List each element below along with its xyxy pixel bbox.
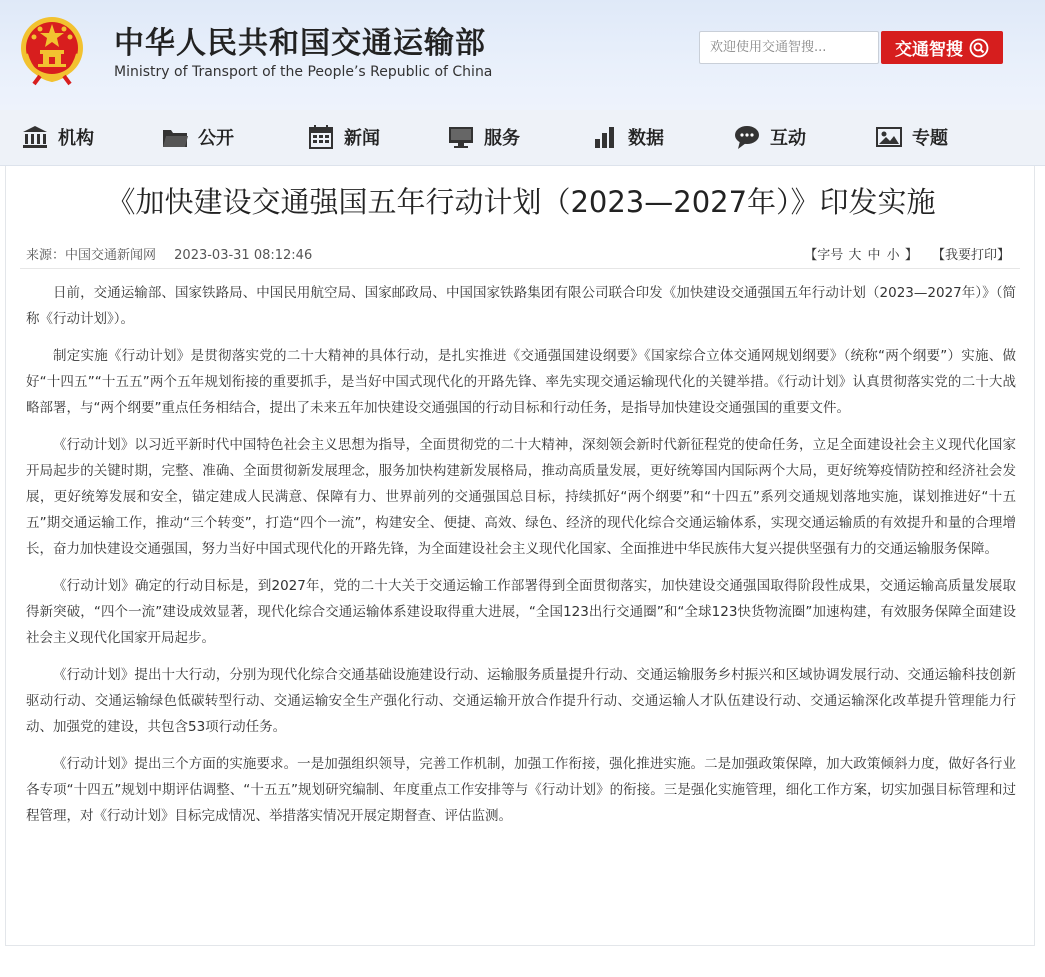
- article-paragraph: 《行动计划》确定的行动目标是，到2027年，党的二十大关于交通运输工作部署得到全面贯彻落实，加快建设交通强国取得阶段性成果，交通运输高质量发展取得新突破，“四个一流”建设成效显著，现代化综合交通运输体系建设取得重大进展，“全国123出行交通圈”和“全球123快货物流圈”加速构建，有效服务保障全面建设社会主义现代化国家开局起步。: [26, 578, 1016, 646]
- site-title-en: Ministry of Transport of the People’s Republic of China: [114, 64, 493, 80]
- article-paragraph: 日前，交通运输部、国家铁路局、中国民用航空局、国家邮政局、中国国家铁路集团有限公司联合印发《加快建设交通强国五年行动计划（2023—2027年）》（简称《行动计划》）。: [26, 285, 1016, 327]
- font-size-large-link[interactable]: 大: [848, 248, 862, 263]
- nav-item-shuju[interactable]: [592, 122, 664, 152]
- site-header: [0, 0, 1045, 110]
- building-icon: [22, 124, 48, 150]
- search-icon: [969, 38, 989, 58]
- article-body: [26, 280, 1016, 840]
- nav-item-label: 数据: [628, 128, 664, 149]
- nav-item-xinwen[interactable]: [308, 122, 380, 152]
- font-size-prefix: 【字号: [804, 248, 844, 263]
- nav-item-label: 专题: [912, 128, 948, 149]
- article-tools: [804, 244, 1010, 263]
- bar-chart-icon: [592, 124, 618, 150]
- font-size-small-link[interactable]: 小: [886, 248, 900, 263]
- chat-icon: [734, 124, 760, 150]
- article-title: 《加快建设交通强国五年行动计划（2023—2027年）》印发实施: [106, 185, 936, 219]
- article-paragraph: 《行动计划》以习近平新时代中国特色社会主义思想为指导，全面贯彻党的二十大精神，深刻领会新时代新征程党的使命任务，立足全面建设社会主义现代化国家开局起步的关键时期，完整、准确、全面贯彻新发展理念，服务加快构建新发展格局，推动高质量发展，更好统筹国内国际两个大局，更好统筹疫情防控和经济社会发展，更好统筹发展和安全，锚定建成人民满意、保障有力、世界前列的交通强国总目标，持续抓好“两个纲要”和“十四五”系列交通规划落地实施，谋划推进好“十五五”期交通运输工作，推动“三个转变”，打造“四个一流”，构建安全、便捷、高效、绿色、经济的现代化综合交通运输体系，实现交通运输质的有效提升和量的合理增长，奋力加快建设交通强国，努力当好中国式现代化的开路先锋，为全面建设社会主义现代化国家、全面推进中华民族伟大复兴提供坚强有力的交通运输服务保障。: [26, 437, 1016, 557]
- article-paragraph: 《行动计划》提出三个方面的实施要求。一是加强组织领导，完善工作机制，加强工作衔接，强化推进实施。二是加强政策保障，加大政策倾斜力度，做好各行业各专项“十四五”规划中期评估调整、“十五五”规划研究编制、年度重点工作安排等与《行动计划》的衔接。三是强化实施管理，细化工作方案，切实加强目标管理和过程管理，对《行动计划》目标完成情况、举措落实情况开展定期督查、评估监测。: [26, 756, 1016, 824]
- search-button[interactable]: [881, 31, 1003, 64]
- article-paragraph: 制定实施《行动计划》是贯彻落实党的二十大精神的具体行动，是扎实推进《交通强国建设纲要》《国家综合立体交通网规划纲要》（统称“两个纲要”）实施、做好“十四五”“十五五”两个五年规划衔接的重要抓手，是当好中国式现代化的开路先锋、率先实现交通运输现代化的关键举措。《行动计划》认真贯彻落实党的二十大战略部署，与“两个纲要”重点任务相结合，提出了未来五年加快建设交通强国的行动目标和行动任务，是指导加快建设交通强国的重要文件。: [26, 348, 1016, 416]
- nav-item-label: 公开: [198, 128, 234, 149]
- nav-item-label: 互动: [770, 128, 806, 149]
- divider: [20, 268, 1020, 269]
- national-emblem-icon[interactable]: [18, 14, 86, 86]
- nav-item-label: 新闻: [344, 128, 380, 149]
- search-button-label: 交通智搜: [895, 40, 963, 59]
- folder-icon: [162, 124, 188, 150]
- article-source: 来源：中国交通新闻网: [26, 248, 157, 263]
- print-link[interactable]: 【我要打印】: [931, 248, 1010, 263]
- nav-item-label: 服务: [484, 128, 520, 149]
- monitor-icon: [448, 124, 474, 150]
- font-size-suffix: 】: [904, 248, 918, 263]
- article-date: 2023-03-31 08:12:46: [174, 248, 313, 263]
- nav-item-label: 机构: [58, 128, 94, 149]
- article-paragraph: 《行动计划》提出十大行动，分别为现代化综合交通基础设施建设行动、运输服务质量提升行动、交通运输服务乡村振兴和区域协调发展行动、交通运输科技创新驱动行动、交通运输绿色低碳转型行动、交通运输安全生产强化行动、交通运输开放合作提升行动、交通运输人才队伍建设行动、交通运输深化改革提升管理能力行动、加强党的建设，共包含53项行动任务。: [26, 667, 1016, 735]
- calendar-icon: [308, 124, 334, 150]
- nav-item-gongkai[interactable]: [162, 122, 234, 152]
- nav-item-hudong[interactable]: [734, 122, 806, 152]
- main-nav: [0, 110, 1045, 166]
- image-icon: [876, 124, 902, 150]
- article-meta: [26, 244, 312, 263]
- article-container: [5, 166, 1035, 946]
- font-size-medium-link[interactable]: 中: [867, 248, 881, 263]
- nav-item-jigou[interactable]: [22, 122, 94, 152]
- search-input[interactable]: [699, 31, 879, 64]
- nav-item-fuwu[interactable]: [448, 122, 520, 152]
- nav-item-zhuanti[interactable]: [876, 122, 948, 152]
- site-title-cn[interactable]: 中华人民共和国交通运输部: [114, 26, 486, 61]
